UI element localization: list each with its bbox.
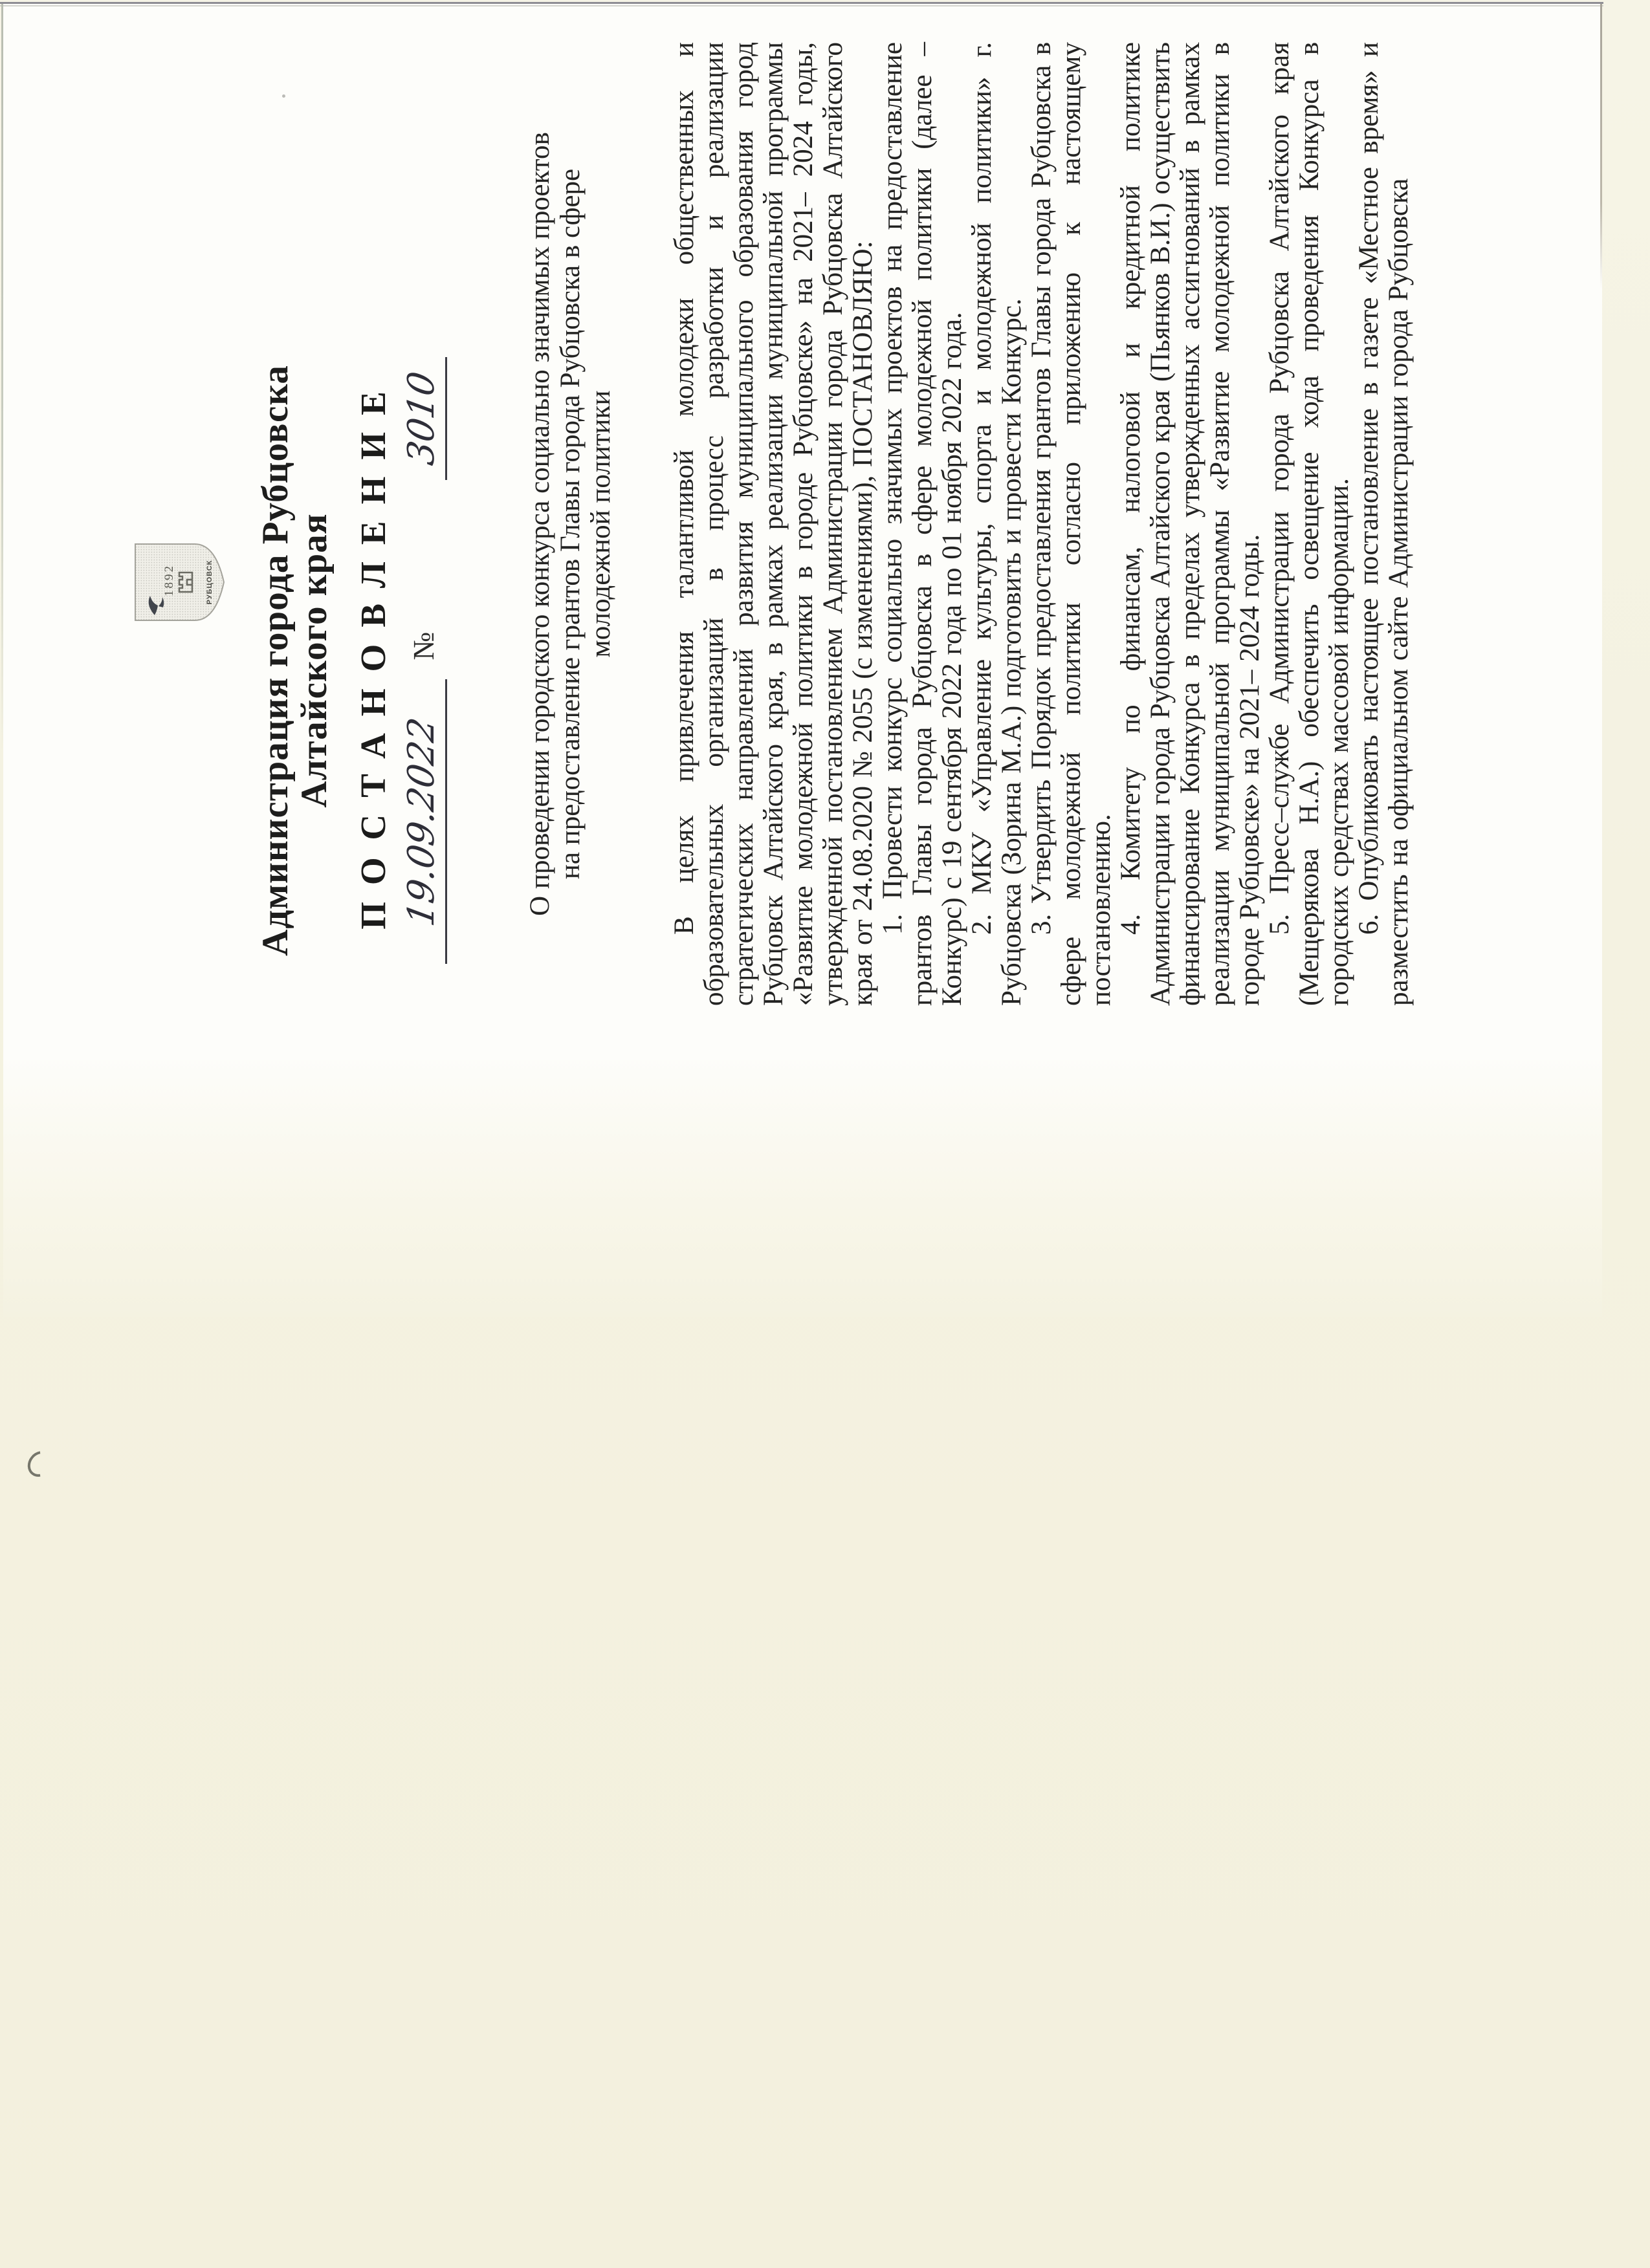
pen-mark-artifact: [23, 1446, 58, 1481]
document: [3, 4, 1601, 1317]
org-name-line2: Алтайского края: [294, 513, 335, 808]
body-paragraph: 1. Провести конкурс социально значимых проектов на предоставление грантов Главы города Рубцовска в сфере молодежной политики (далее – Конкурс) с 19 сентября 2022 года по 01 ноября 2022 года.: [877, 42, 967, 1006]
body-paragraph: В целях привлечения талантливой молодежи общественных и образовательных организаций в процесс разработки и реализации стратегических направлений развития муниципального образования город Рубцовск Алтайского края, в рамках реализации муниципальной программы «Развитие молодежной политики в городе Рубцовске» на 2021– 2024 годы, утвержденной постановлением Администрации города Рубцовска Алтайского края от 24.08.2020 № 2055 (с изменениями), ПОСТАНОВЛЯЮ:: [669, 42, 878, 1006]
body-paragraph: 4. Комитету по финансам, налоговой и кредитной политике Администрации города Рубцовска Алтайского края (Пьянков В.И.) осуществить финансирование Конкурса в пределах утвержденных ассигнований в рамках реализации муниципальной программы «Развитие молодежной политики в городе Рубцовске» на 2021– 2024 годы.: [1116, 42, 1265, 1006]
date-and-number-line: [394, 4, 447, 1317]
city-coat-of-arms: [133, 539, 226, 626]
emblem-year-text: 1892: [162, 564, 176, 596]
body-paragraph: 2. МКУ «Управление культуры, спорта и молодежной политики» г. Рубцовска (Зорина М.А.) подготовить и провести Конкурс.: [967, 42, 1027, 1006]
document-body: [670, 42, 1414, 1006]
document-subject: О проведении городского конкурса социально значимых проектов на предоставление грантов Главы города Рубцовска в сфере молодежной политики: [525, 132, 616, 916]
emblem-city-text: РУБЦОВСК: [206, 560, 214, 605]
body-paragraph: 3. Утвердить Порядок предоставления грантов Главы города Рубцовска в сфере молодежной политики согласно приложению к настоящему постановлению.: [1026, 42, 1116, 1006]
body-paragraph: 5. Пресс–службе Администрации города Рубцовска Алтайского края (Мещерякова Н.А.) обеспечить освещение хода проведения Конкурса в городских средствах массовой информации.: [1264, 42, 1354, 1006]
body-paragraph: 6. Опубликовать настоящее постановление в газете «Местное время» и разместить на официальном сайте Администрации города Рубцовска: [1354, 42, 1414, 1006]
emblem-graphic: [133, 539, 226, 626]
handwritten-date: 19.09.2022: [401, 714, 443, 930]
document-type-title: ПОСТАНОВЛЕНИЕ: [353, 375, 393, 930]
number-sign: №: [407, 631, 440, 660]
number-underline: [401, 357, 447, 480]
org-name-line1: Администрация города Рубцовска: [255, 365, 296, 956]
organization-name: [256, 4, 334, 1317]
date-underline: [401, 679, 447, 964]
handwritten-number: 3010: [401, 368, 443, 468]
